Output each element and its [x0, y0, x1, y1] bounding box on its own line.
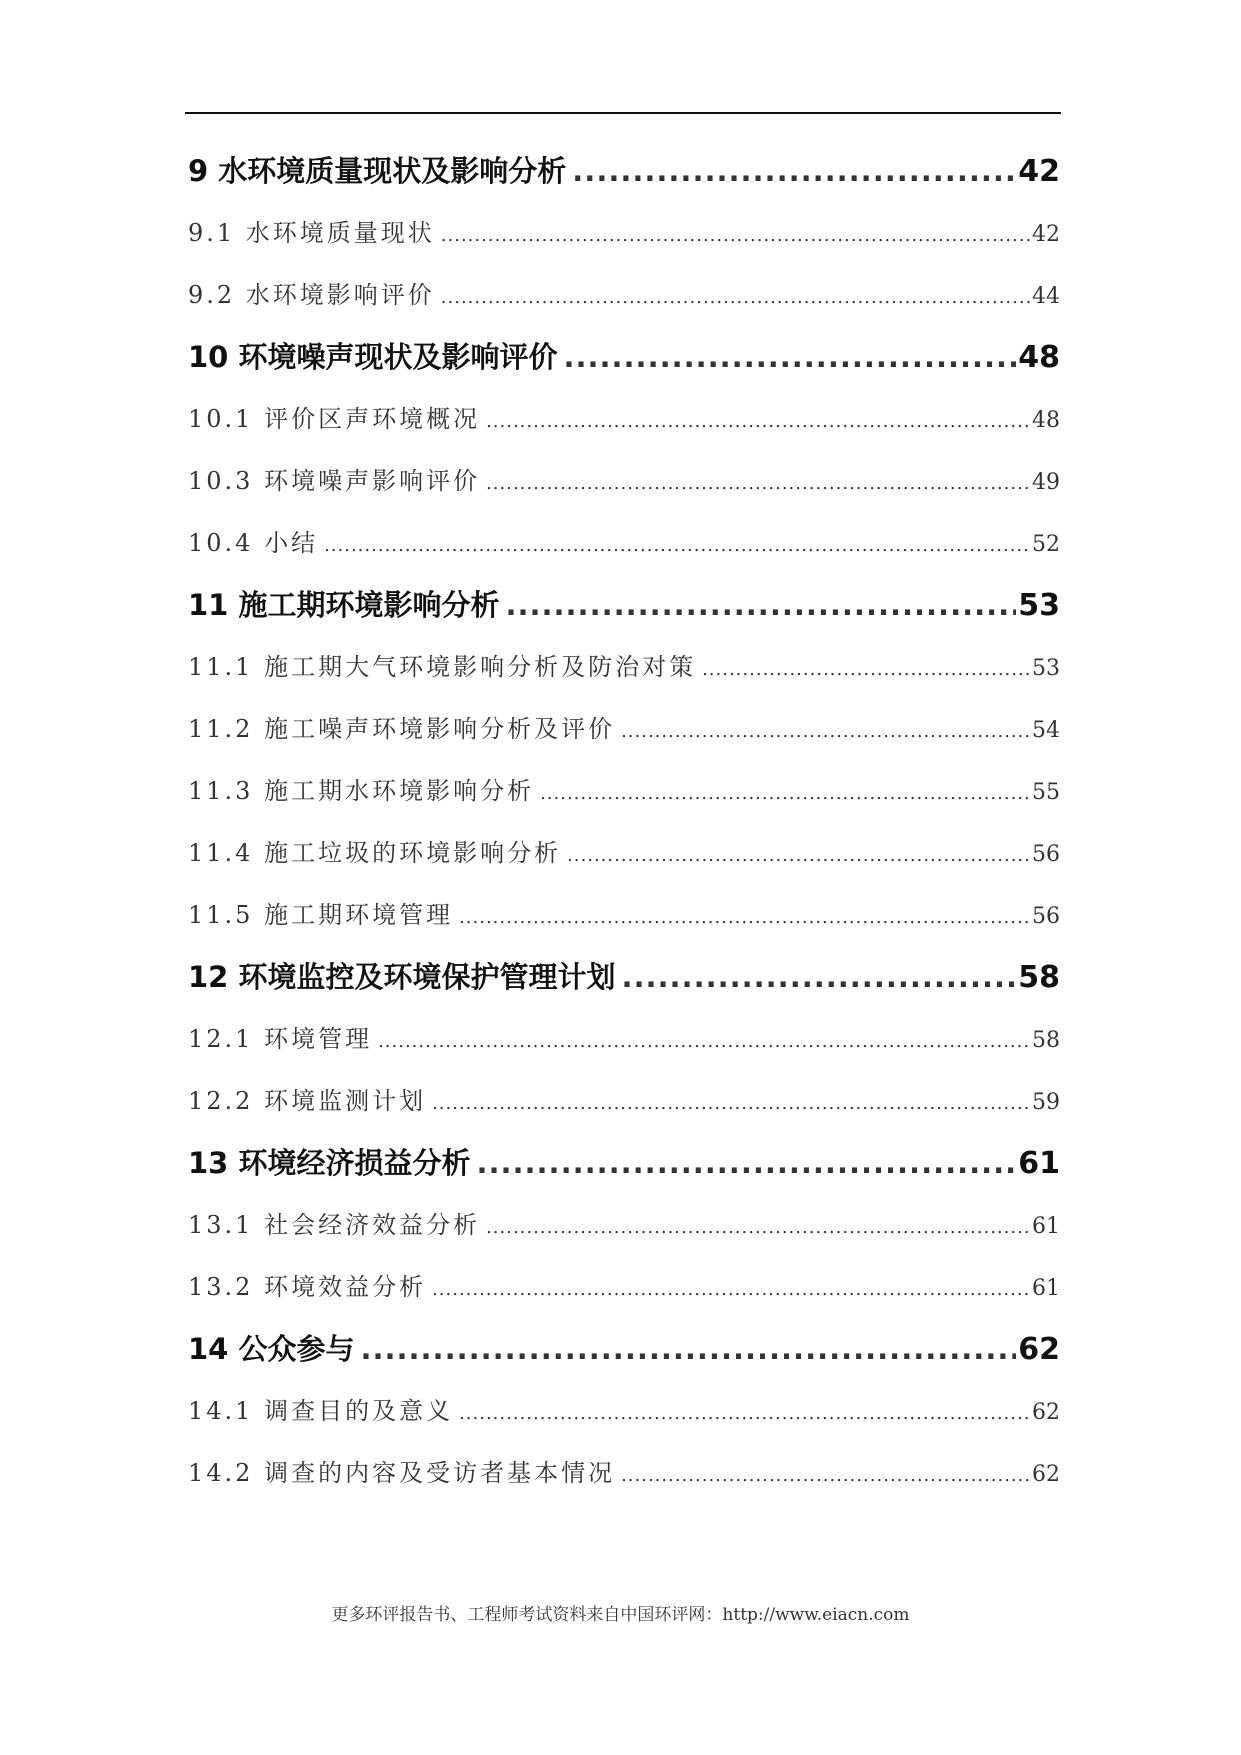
- toc-entry-14-1[interactable]: [188, 1380, 1060, 1442]
- toc-page-number: 59: [1032, 1090, 1060, 1115]
- toc-entry-10-3[interactable]: [188, 450, 1060, 512]
- toc-page-number: 48: [1018, 340, 1060, 375]
- toc-entry-11-1[interactable]: [188, 636, 1060, 698]
- toc-entry-label: 11.1 施工期大气环境影响分析及防治对策: [188, 653, 697, 681]
- toc-entry-13-1[interactable]: [188, 1194, 1060, 1256]
- toc-leader-dots: [702, 639, 1030, 698]
- toc-entry-label: 14 公众参与: [188, 1332, 355, 1366]
- toc-leader-dots: [476, 1132, 1016, 1194]
- toc-entry-label: 9 水环境质量现状及影响分析: [188, 154, 567, 188]
- toc-leader-dots: [486, 1197, 1030, 1256]
- toc-entry-label: 12.2 环境监测计划: [188, 1087, 427, 1115]
- toc-entry-label: 9.2 水环境影响评价: [188, 281, 435, 309]
- toc-page-number: 42: [1032, 222, 1060, 247]
- toc-entry-12-2[interactable]: [188, 1070, 1060, 1132]
- toc-page-number: 62: [1032, 1400, 1060, 1425]
- toc-page-number: 58: [1018, 960, 1060, 995]
- toc-entry-9-2[interactable]: [188, 264, 1060, 326]
- toc-leader-dots: [432, 1073, 1030, 1132]
- toc-page-number: 54: [1032, 718, 1060, 743]
- toc-entry-label: 9.1 水环境质量现状: [188, 219, 435, 247]
- toc-page-number: 58: [1032, 1028, 1060, 1053]
- toc-entry-label: 11.4 施工垃圾的环境影响分析: [188, 839, 562, 867]
- toc-entry-label: 10.4 小结: [188, 529, 319, 557]
- toc-entry-label: 13.1 社会经济效益分析: [188, 1211, 481, 1239]
- toc-entry-9[interactable]: [188, 140, 1060, 202]
- toc-entry-label: 11 施工期环境影响分析: [188, 588, 500, 622]
- toc-page-number: 61: [1032, 1276, 1060, 1301]
- toc-entry-label: 11.2 施工噪声环境影响分析及评价: [188, 715, 616, 743]
- toc-entry-12-1[interactable]: [188, 1008, 1060, 1070]
- toc-leader-dots: [378, 1011, 1030, 1070]
- toc-leader-dots: [621, 701, 1030, 760]
- toc-page-number: 49: [1032, 470, 1060, 495]
- toc-entry-label: 11.5 施工期环境管理: [188, 901, 454, 929]
- toc-leader-dots: [563, 326, 1016, 388]
- toc-page-number: 42: [1018, 154, 1060, 189]
- toc-entry-13-2[interactable]: [188, 1256, 1060, 1318]
- toc-entry-11-5[interactable]: [188, 884, 1060, 946]
- toc-entry-label: 10.3 环境噪声影响评价: [188, 467, 481, 495]
- toc-leader-dots: [567, 825, 1030, 884]
- toc-page-number: 62: [1018, 1332, 1060, 1367]
- toc-entry-12[interactable]: [188, 946, 1060, 1008]
- toc-entry-label: 10 环境噪声现状及影响评价: [188, 340, 558, 374]
- toc-entry-14-2[interactable]: [188, 1442, 1060, 1504]
- toc-leader-dots: [441, 205, 1030, 264]
- toc-page-number: 62: [1032, 1462, 1060, 1487]
- toc-page-number: 61: [1018, 1146, 1060, 1181]
- toc-page-number: 52: [1032, 532, 1060, 557]
- toc-entry-11[interactable]: [188, 574, 1060, 636]
- toc-entry-11-4[interactable]: [188, 822, 1060, 884]
- toc-leader-dots: [324, 515, 1030, 574]
- toc-page-number: 53: [1032, 656, 1060, 681]
- toc-page-number: 48: [1032, 408, 1060, 433]
- toc-page-number: 61: [1032, 1214, 1060, 1239]
- toc-entry-10-1[interactable]: [188, 388, 1060, 450]
- toc-page-number: 55: [1032, 780, 1060, 805]
- toc-entry-9-1[interactable]: [188, 202, 1060, 264]
- toc-entry-10-4[interactable]: [188, 512, 1060, 574]
- toc-page-number: 44: [1032, 284, 1060, 309]
- toc-entry-label: 13.2 环境效益分析: [188, 1273, 427, 1301]
- toc-entry-label: 12.1 环境管理: [188, 1025, 373, 1053]
- toc-entry-label: 14.2 调查的内容及受访者基本情况: [188, 1459, 616, 1487]
- toc-entry-10[interactable]: [188, 326, 1060, 388]
- toc-leader-dots: [432, 1259, 1030, 1318]
- toc-leader-dots: [486, 453, 1030, 512]
- footer-text: 更多环评报告书、工程师考试资料来自中国环评网：http://www.eiacn.com: [331, 1605, 910, 1625]
- toc-leader-dots: [572, 140, 1016, 202]
- toc-page-number: 56: [1032, 904, 1060, 929]
- toc-leader-dots: [459, 1383, 1030, 1442]
- toc-leader-dots: [360, 1318, 1016, 1380]
- toc-leader-dots: [505, 574, 1016, 636]
- toc-leader-dots: [540, 763, 1030, 822]
- toc-leader-dots: [459, 887, 1030, 946]
- toc-entry-14[interactable]: [188, 1318, 1060, 1380]
- toc-entry-label: 14.1 调查目的及意义: [188, 1397, 454, 1425]
- toc-page-number: 56: [1032, 842, 1060, 867]
- toc-entry-11-3[interactable]: [188, 760, 1060, 822]
- toc-leader-dots: [621, 946, 1016, 1008]
- toc-entry-label: 13 环境经济损益分析: [188, 1146, 471, 1180]
- toc-entry-label: 12 环境监控及环境保护管理计划: [188, 960, 616, 994]
- toc-entry-11-2[interactable]: [188, 698, 1060, 760]
- toc-entry-13[interactable]: [188, 1132, 1060, 1194]
- header-rule: [185, 112, 1061, 114]
- toc-entry-label: 11.3 施工期水环境影响分析: [188, 777, 535, 805]
- toc-page-number: 53: [1018, 588, 1060, 623]
- toc-leader-dots: [441, 267, 1030, 326]
- toc-entry-label: 10.1 评价区声环境概况: [188, 405, 481, 433]
- toc-leader-dots: [486, 391, 1030, 450]
- toc-leader-dots: [621, 1445, 1030, 1504]
- table-of-contents: [188, 140, 1060, 1504]
